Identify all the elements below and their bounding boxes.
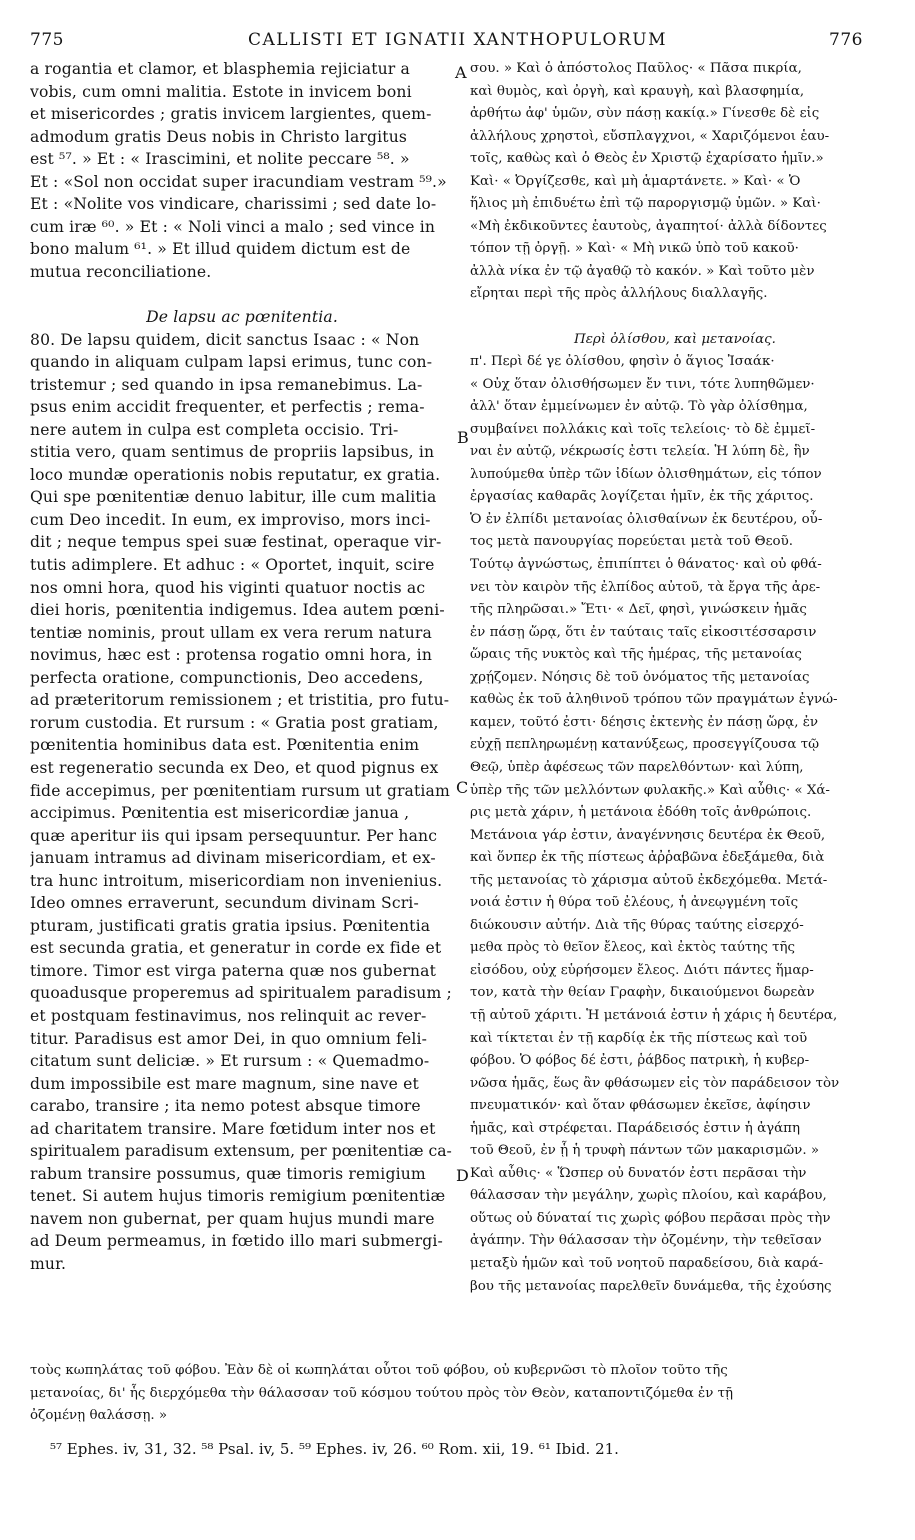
text-line: Et : «Nolite vos vindicare, charissimi ; sed date lo- (30, 195, 437, 214)
text-line: τον, κατὰ τὴν θείαν Γραφὴν, δικαιούμενοι δωρεὰν (470, 985, 815, 1001)
text-line: Ideo omnes erraverunt, secundum divinam Scri- (30, 894, 419, 913)
text-line: συμβαίνει πολλάκις καὶ τοῖς τελείοις· τὸ δὲ ἐμμεῖ- (470, 421, 816, 437)
text-line: τῆς πληρῶσαι.» Ἔτι· « Δεῖ, φησὶ, γινώσκειν ἡμᾶς (470, 602, 807, 618)
text-line: ἐργασίας καθαρᾶς λογίζεται ἡμῖν, ἐκ τῆς χάριτος. (470, 489, 814, 505)
text-line: τόπον τῇ ὀργῇ. » Καὶ· « Μὴ νικῶ ὑπὸ τοῦ κακοῦ· (470, 241, 799, 257)
text-line: tutis adimplere. Et adhuc : « Oportet, inquit, scire (30, 556, 435, 575)
running-title: CALLISTI ET IGNATII XANTHOPULORUM (247, 30, 667, 50)
greek-section-title: Περὶ ὀλίσθου, καὶ μετανοίας. (574, 331, 776, 347)
text-line: τοῖς, καθὼς καὶ ὁ Θεὸς ἐν Χριστῷ ἐχαρίσατο ἡμῖν.» (470, 151, 824, 167)
text-line: Καὶ αὖθις· « Ὥσπερ οὐ δυνατόν ἐστι περᾶσαι τὴν (470, 1165, 807, 1181)
text-line: εἰσόδου, οὐχ εὑρήσομεν ἔλεος. Διότι πάντες ἥμαρ- (470, 962, 814, 978)
text-line: πνευματικόν· καὶ ὅταν φθάσωμεν ἐκεῖσε, ἀφίησιν (470, 1098, 811, 1114)
text-line: π'. Περὶ δέ γε ὀλίσθου, φησὶν ὁ ἅγιος Ἰσαάκ· (470, 354, 775, 370)
text-line: titur. Paradisus est amor Dei, in quo omnium feli- (30, 1029, 428, 1048)
text-line: navem non gubernat, per quam hujus mundi mare (30, 1209, 435, 1228)
text-line: ad charitatem transire. Mare fœtidum inter nos et (30, 1119, 436, 1138)
text-line: vobis, cum omni malitia. Estote in invicem boni (30, 82, 412, 101)
text-line: cum Deo incedit. In eum, ex improviso, mors inci- (30, 510, 431, 529)
text-line: τοῦ Θεοῦ, ἐν ᾗ ἡ τρυφὴ πάντων τῶν μακαρισμῶν. » (470, 1143, 820, 1159)
text-line: ρις μετὰ χάριν, ἡ μετάνοια ἐδόθη τοῖς ἀνθρώποις. (470, 805, 812, 821)
page-number-left: 775 (30, 30, 64, 50)
text-line: rabum transire possumus, quæ timoris remigium (30, 1164, 426, 1183)
text-line: spiritualem paradisum extensum, per pœnitentiæ ca- (30, 1142, 452, 1161)
text-line: εἴρηται περὶ τῆς πρὸς ἀλλήλους διαλλαγῆς. (470, 286, 768, 302)
text-line: ad Deum permeamus, in fœtido illo mari submergi- (30, 1232, 443, 1251)
latin-intro-paragraph (30, 58, 454, 283)
text-line: dum impossibile est mare magnum, sine nave et (30, 1074, 419, 1093)
text-line: bono malum ⁶¹. » Et illud quidem dictum est de (30, 240, 411, 259)
margin-mark-a: A (455, 63, 467, 82)
latin-section-title: De lapsu ac pœnitentia. (146, 308, 338, 327)
page-number-right: 776 (829, 30, 863, 50)
footnotes: ⁵⁷ Ephes. iv, 31, 32. ⁵⁸ Psal. iv, 5. ⁵⁹ Ephes. iv, 26. ⁶⁰ Rom. xii, 19. ⁶¹ Ibid. 21. (50, 1440, 619, 1458)
text-line: mutua reconciliatione. (30, 262, 212, 281)
text-line: ἐν πάσῃ ὥρᾳ, ὅτι ἐν ταύταις ταῖς εἰκοσιτέσσαρσιν (470, 624, 817, 640)
text-line: φόβου. Ὁ φόβος δέ ἐστι, ῥάβδος πατρικὴ, ἡ κυβερ- (470, 1053, 810, 1069)
text-line: θάλασσαν τὴν μεγάλην, χωρὶς πλοίου, καὶ καράβου, (470, 1188, 827, 1204)
text-line: quando in aliquam culpam lapsi erimus, tunc con- (30, 353, 433, 372)
text-line: μεταξὺ ἡμῶν καὶ τοῦ νοητοῦ παραδείσου, διὰ καρά- (470, 1255, 824, 1271)
text-line: ἀλλήλους χρηστοὶ, εὔσπλαγχνοι, « Χαριζόμενοι ἑαυ- (470, 128, 830, 144)
text-line: Qui spe pœnitentiæ denuo labitur, ille cum malitia (30, 488, 437, 507)
text-line: cum iræ ⁶⁰. » Et : « Noli vinci a malo ; sed vince in (30, 217, 436, 236)
text-line: τοὺς κωπηλάτας τοῦ φόβου. Ἐὰν δὲ οἱ κωπηλάται οὗτοι τοῦ φόβου, οὐ κυβερνῶσι τὸ πλοῖον τοῦτο τῆς (30, 1363, 728, 1378)
latin-column (30, 58, 454, 1276)
text-line: Et : «Sol non occidat super iracundiam vestram ⁵⁹.» (30, 172, 447, 191)
text-line: tentiæ nominis, prout ullam ex vera rerum natura (30, 623, 432, 642)
text-line: νει τὸν καιρὸν τῆς ἐλπίδος αὐτοῦ, τὰ ἔργα τῆς ἀρε- (470, 579, 821, 595)
text-line: ὥραις τῆς νυκτὸς καὶ τῆς ἡμέρας, τῆς μετανοίας (470, 647, 802, 663)
greek-intro-paragraph (470, 58, 880, 306)
text-line: citatum sunt deliciæ. » Et rursum : « Quemadmo- (30, 1052, 430, 1071)
text-line: μεθα πρὸς τὸ θεῖον ἔλεος, καὶ ἐκτὸς ταύτης τῆς (470, 940, 796, 956)
text-line: οὕτως οὐ δύναταί τις χωρὶς φόβου περᾶσαι πρὸς τὴν (470, 1210, 831, 1226)
text-line: tenet. Si autem hujus timoris remigium pœnitentiæ (30, 1187, 446, 1206)
greek-full-width-paragraph (30, 1360, 885, 1428)
text-line: timore. Timor est virga paterna quæ nos gubernat (30, 961, 436, 980)
text-line: ἀλλὰ νίκα ἐν τῷ ἀγαθῷ τὸ κακόν. » Καὶ τοῦτο μὲν (470, 263, 815, 279)
text-line: est ⁵⁷. » Et : « Irascimini, et nolite peccare ⁵⁸. » (30, 150, 410, 169)
text-line: pœnitentia hominibus data est. Pœnitentia enim (30, 736, 420, 755)
text-line: «Μὴ ἐκδικοῦντες ἑαυτοὺς, ἀγαπητοί· ἀλλὰ δίδοντες (470, 218, 827, 234)
text-line: novimus, hæc est : protensa rogatio omni hora, in (30, 646, 433, 665)
text-line: ad præteritorum remissionem ; et tristitia, pro futu- (30, 691, 450, 710)
text-line: nere autem in culpa est completa occisio. Tri- (30, 420, 399, 439)
text-line: τῇ αὐτοῦ χάριτι. Ἡ μετάνοιά ἐστιν ἡ χάρις ἡ δευτέρα, (470, 1007, 838, 1023)
text-line: σου. » Καὶ ὁ ἀπόστολος Παῦλος· « Πᾶσα πικρία, (470, 61, 802, 76)
margin-mark-c: C (456, 778, 469, 797)
text-line: quæ aperitur iis qui ipsam persequuntur. Per hanc (30, 826, 438, 845)
text-line: pturam, justificati gratis gratia ipsius. Pœnitentia (30, 916, 431, 935)
greek-section-paragraph (470, 351, 880, 1298)
text-line: καὶ ὅνπερ ἐκ τῆς πίστεως ἀῤῥαβῶνα ἐδεξάμεθα, διὰ (470, 850, 825, 866)
text-line: quoadusque properemus ad spiritualem paradisum ; (30, 984, 452, 1003)
text-line: 80. De lapsu quidem, dicit sanctus Isaac : « Non (30, 330, 420, 349)
latin-section-paragraph (30, 329, 454, 1276)
text-line: καμεν, τοῦτό ἐστι· δέησις ἐκτενὴς ἐν πάσῃ ὥρᾳ, ἐν (470, 714, 819, 730)
text-line: χρῄζομεν. Νόησις δὲ τοῦ ὀνόματος τῆς μετανοίας (470, 669, 810, 685)
text-line: et misericordes ; gratis invicem largientes, quem- (30, 105, 432, 124)
text-line: tra hunc introitum, misericordiam non invenienius. (30, 871, 443, 890)
text-line: nos omni hora, quod his viginti quatuor noctis ac (30, 578, 426, 597)
text-line: καὶ θυμὸς, καὶ ὀργὴ, καὶ κραυγὴ, καὶ βλασφημία, (470, 83, 805, 99)
text-line: καὶ τίκτεται ἐν τῇ καρδίᾳ ἐκ τῆς πίστεως καὶ τοῦ (470, 1030, 808, 1046)
text-line: Τούτῳ ἀγνώστως, ἐπιπίπτει ὁ θάνατος· καὶ οὐ φθά- (470, 557, 822, 573)
text-line: Θεῷ, ὑπὲρ ἀφέσεως τῶν παρελθόντων· καὶ λύπη, (470, 759, 804, 775)
text-line: ὀζομένῃ θαλάσσῃ. » (30, 1408, 168, 1424)
text-line: tristemur ; sed quando in ipsa remanebimus. La- (30, 375, 423, 394)
text-line: ὑπὲρ τῆς τῶν μελλόντων φυλακῆς.» Καὶ αὖθις· « Χά- (470, 782, 830, 798)
margin-mark-b: B (457, 428, 469, 447)
text-line: διώκουσιν αὐτήν. Διὰ τῆς θύρας ταύτης εἰσερχό- (470, 917, 804, 933)
text-line: est secunda gratia, et generatur in corde ex fide et (30, 939, 442, 958)
text-line: ἀλλ' ὅταν ἐμμείνωμεν ἐν αὐτῷ. Τὸ γὰρ ὀλίσθημα, (470, 399, 808, 415)
text-line: βου τῆς μετανοίας παρελθεῖν δυνάμεθα, τῆς ἐχούσης (470, 1278, 832, 1294)
greek-column (470, 58, 880, 1298)
text-line: mur. (30, 1254, 67, 1273)
text-line: τος μετὰ πανουργίας πορεύεται μετὰ τοῦ Θεοῦ. (470, 534, 793, 550)
text-line: a rogantia et clamor, et blasphemia rejiciatur a (30, 60, 410, 78)
text-line: Καὶ· « Ὀργίζεσθε, καὶ μὴ ἁμαρτάνετε. » Καὶ· « Ὁ (470, 173, 801, 189)
text-line: accipimus. Pœnitentia est misericordiæ janua , (30, 804, 410, 823)
text-line: psus enim accidit frequenter, et perfectis ; rema- (30, 398, 425, 417)
text-line: carabo, transire ; ita nemo potest absque timore (30, 1097, 421, 1116)
text-line: νῶσα ἡμᾶς, ἕως ἂν φθάσωμεν εἰς τὸν παράδεισον τὸν (470, 1075, 840, 1091)
text-line: januam intramus ad divinam misericordiam, et ex- (30, 849, 436, 868)
text-line: est regeneratio secunda ex Deo, et quod pignus ex (30, 758, 439, 777)
margin-mark-d: D (456, 1166, 469, 1185)
text-line: νοιά ἐστιν ἡ θύρα τοῦ ἐλέους, ἡ ἀνεῳγμένη τοῖς (470, 895, 799, 911)
text-line: τῆς μετανοίας τὸ χάρισμα αὐτοῦ ἐκδεχόμεθα. Μετά- (470, 872, 828, 888)
text-line: perfecta oratione, compunctionis, Deo accedens, (30, 668, 424, 687)
text-line: καθὼς ἐκ τοῦ ἀληθινοῦ τρόπου τῶν πραγμάτων ἐγνώ- (470, 692, 838, 708)
text-line: loco mundæ operationis nobis reputatur, ex gratia. (30, 465, 441, 484)
text-line: diei horis, pœnitentia indigemus. Idea autem pœni- (30, 601, 445, 620)
text-line: dit ; neque tempus spei suæ festinat, operaque vir- (30, 533, 442, 552)
text-line: Μετάνοια γάρ ἐστιν, ἀναγέννησις δευτέρα ἐκ Θεοῦ, (470, 827, 826, 843)
text-line: εὐχῇ πεπληρωμένῃ κατανύξεως, προσεγγίζουσα τῷ (470, 737, 820, 753)
text-line: ἡμᾶς, καὶ στρέφεται. Παράδεισός ἐστιν ἡ ἀγάπη (470, 1120, 800, 1136)
text-line: Ὁ ἐν ἐλπίδι μετανοίας ὀλισθαίνων ἐκ δευτέρου, οὗ- (470, 511, 823, 527)
text-line: et postquam festinavimus, nos relinquit ac rever- (30, 1006, 427, 1025)
text-line: λυπούμεθα ὑπὲρ τῶν ἰδίων ὀλισθημάτων, εἰς τόπον (470, 466, 822, 482)
text-line: admodum gratis Deus nobis in Christo largitus (30, 127, 408, 146)
text-line: stitia vero, quam sentimus de propriis lapsibus, in (30, 443, 435, 462)
text-line: rorum custodia. Et rursum : « Gratia post gratiam, (30, 713, 439, 732)
text-line: μετανοίας, δι' ἧς διερχόμεθα τὴν θάλασσαν τοῦ κόσμου τούτου πρὸς τὸν Θεὸν, καταποντιζόμεθα ἐν τῇ (30, 1385, 734, 1401)
text-line: ναι ἐν αὐτῷ, νέκρωσίς ἐστι τελεία. Ἡ λύπη δὲ, ἣν (470, 444, 810, 460)
text-line: ἀρθήτω ἀφ' ὑμῶν, σὺν πάσῃ κακίᾳ.» Γίνεσθε δὲ εἰς (470, 106, 820, 122)
text-line: ἥλιος μὴ ἐπιδυέτω ἐπὶ τῷ παροργισμῷ ὑμῶν. » Καὶ· (470, 196, 821, 212)
text-line: fide accepimus, per pœnitentiam rursum ut gratiam (30, 781, 450, 800)
text-line: ἀγάπην. Τὴν θάλασσαν τὴν ὀζομένην, τὴν τεθεῖσαν (470, 1233, 822, 1249)
text-line: « Οὐχ ὅταν ὀλισθήσωμεν ἔν τινι, τότε λυπηθῶμεν· (470, 376, 815, 392)
